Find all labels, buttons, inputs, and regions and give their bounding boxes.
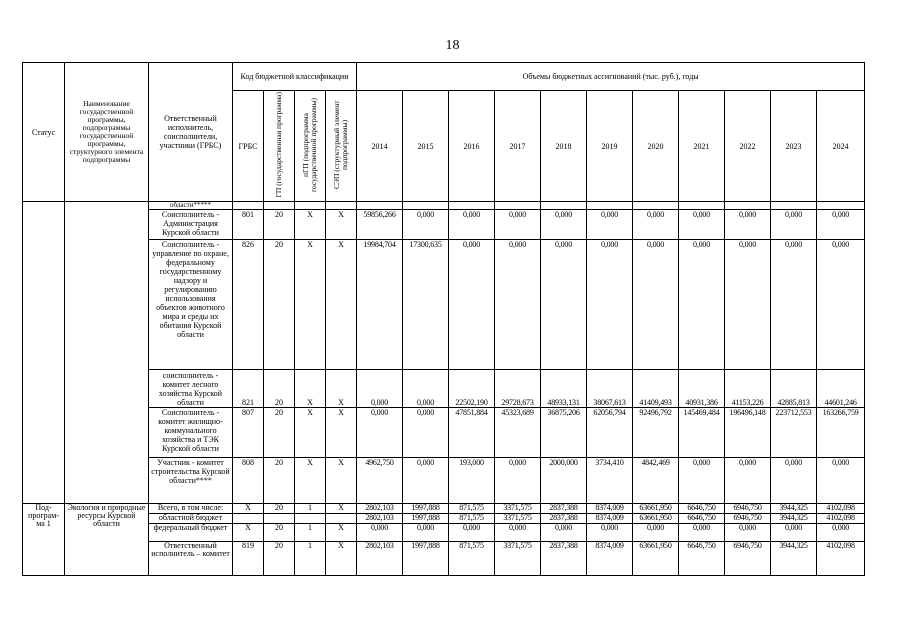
value-cell: 4102,098	[817, 514, 865, 524]
value-cell: 8374,009	[587, 504, 633, 514]
value-cell: 2802,103	[357, 542, 403, 576]
value-cell: 4102,098	[817, 542, 865, 576]
value-cell: 0,000	[817, 524, 865, 542]
table-row	[23, 240, 865, 370]
executor-cell: областной бюджет	[149, 514, 233, 524]
value-cell: 92496,792	[633, 408, 679, 458]
pgp-cell	[295, 514, 326, 524]
value-cell: 0,000	[725, 210, 771, 240]
value-cell: 6646,750	[679, 542, 725, 576]
value-cell: 0,000	[679, 524, 725, 542]
value-cell: 0,000	[771, 210, 817, 240]
header-sep: СЭП (структурный элемент подпрограммы)	[326, 91, 357, 202]
value-cell: 0,000	[495, 458, 541, 504]
value-cell: 0,000	[817, 210, 865, 240]
grbs-cell: 801	[233, 210, 264, 240]
value-cell: 3734,410	[587, 458, 633, 504]
value-cell: 0,000	[771, 458, 817, 504]
value-cell: 0,000	[725, 458, 771, 504]
value-cell: 0,000	[817, 458, 865, 504]
value-cell: 0,000	[541, 210, 587, 240]
value-cell: 62056,794	[587, 408, 633, 458]
value-cell: 0,000	[403, 524, 449, 542]
value-cell: 0,000	[449, 210, 495, 240]
sep-cell: X	[326, 370, 357, 408]
program-name-cell	[65, 202, 149, 504]
value-cell: 0,000	[449, 240, 495, 370]
table-row	[23, 210, 865, 240]
value-cell: 0,000	[771, 524, 817, 542]
status-cell	[23, 202, 65, 504]
value-cell: 3944,325	[771, 514, 817, 524]
value-cell: 0,000	[587, 524, 633, 542]
table-row	[23, 514, 865, 524]
header-year-2020: 2020	[633, 91, 679, 202]
header-year-2021: 2021	[679, 91, 725, 202]
pgp-cell: X	[295, 408, 326, 458]
header-executor: Ответственный исполнитель, соисполнители, участники (ГРБС)	[149, 63, 233, 202]
value-cell: 59856,266	[357, 210, 403, 240]
value-cell: 0,000	[817, 240, 865, 370]
pgp-cell: 1	[295, 504, 326, 514]
pgp-cell: 1	[295, 542, 326, 576]
top-fragment: области*****	[149, 202, 233, 210]
executor-cell: федеральный бюджет	[149, 524, 233, 542]
table-row	[23, 542, 865, 576]
gp-cell: 20	[264, 504, 295, 514]
value-cell: 0,000	[403, 408, 449, 458]
executor-cell: Соисполнитель - управление по охране, федеральному государственному надзору и регулированию использования объектов животного мира и среды их обитания Курской области	[149, 240, 233, 370]
value-cell: 19984,704	[357, 240, 403, 370]
value-cell: 0,000	[587, 240, 633, 370]
value-cell: 0,000	[633, 240, 679, 370]
value-cell: 63661,950	[633, 514, 679, 524]
header-grbs: ГРБС	[233, 91, 264, 202]
table-row	[23, 524, 865, 542]
header-year-2018: 2018	[541, 91, 587, 202]
value-cell: 0,000	[725, 240, 771, 370]
pgp-cell: X	[295, 240, 326, 370]
value-cell: 0,000	[633, 524, 679, 542]
value-cell: 0,000	[725, 524, 771, 542]
header-program-name: Наименование государственной программы, подпрограммы государственной программы, структурного элемента подпрограммы	[65, 63, 149, 202]
grbs-cell: X	[233, 504, 264, 514]
value-cell: 41153,226	[725, 370, 771, 408]
subprogram-name: Экология и природные ресурсы Курской области	[65, 504, 149, 576]
value-cell: 47851,884	[449, 408, 495, 458]
value-cell: 193,000	[449, 458, 495, 504]
table-row	[23, 458, 865, 504]
value-cell: 871,575	[449, 514, 495, 524]
value-cell: 0,000	[403, 370, 449, 408]
value-cell: 2802,103	[357, 514, 403, 524]
table-row	[23, 408, 865, 458]
executor-cell: Ответственный исполнитель – комитет	[149, 542, 233, 576]
value-cell: 1997,888	[403, 504, 449, 514]
value-cell: 223712,553	[771, 408, 817, 458]
value-cell: 45323,689	[495, 408, 541, 458]
value-cell: 6946,750	[725, 514, 771, 524]
value-cell: 0,000	[541, 524, 587, 542]
header-year-2023: 2023	[771, 91, 817, 202]
header-year-2016: 2016	[449, 91, 495, 202]
header-year-2017: 2017	[495, 91, 541, 202]
value-cell: 1997,888	[403, 542, 449, 576]
sep-cell: X	[326, 458, 357, 504]
value-cell: 42885,813	[771, 370, 817, 408]
value-cell: 36875,206	[541, 408, 587, 458]
gp-cell: 20	[264, 408, 295, 458]
value-cell: 1997,888	[403, 514, 449, 524]
value-cell: 0,000	[679, 210, 725, 240]
value-cell: 0,000	[679, 240, 725, 370]
executor-cell: Соисполнитель - комитет жилищно-коммунального хозяйства и ТЭК Курской области	[149, 408, 233, 458]
header-year-2015: 2015	[403, 91, 449, 202]
value-cell: 4962,750	[357, 458, 403, 504]
header-year-2014: 2014	[357, 91, 403, 202]
sep-cell: X	[326, 542, 357, 576]
header-pgp: пГП (подпрограмма государственной программы)	[295, 91, 326, 202]
value-cell: 871,575	[449, 504, 495, 514]
value-cell: 6646,750	[679, 514, 725, 524]
gp-cell: 20	[264, 240, 295, 370]
executor-cell: Соисполнитель - Администрация Курской области	[149, 210, 233, 240]
grbs-cell: 821	[233, 370, 264, 408]
executor-cell: Всего, в том числе:	[149, 504, 233, 514]
value-cell: 0,000	[495, 210, 541, 240]
header-year-2024: 2024	[817, 91, 865, 202]
value-cell: 8374,009	[587, 514, 633, 524]
value-cell: 0,000	[357, 524, 403, 542]
value-cell: 6646,750	[679, 504, 725, 514]
grbs-cell: 819	[233, 542, 264, 576]
value-cell: 0,000	[633, 210, 679, 240]
gp-cell: 20	[264, 458, 295, 504]
value-cell: 3371,575	[495, 504, 541, 514]
value-cell: 0,000	[771, 240, 817, 370]
value-cell: 29728,673	[495, 370, 541, 408]
value-cell: 17300,635	[403, 240, 449, 370]
value-cell: 2837,388	[541, 542, 587, 576]
gp-cell: 20	[264, 524, 295, 542]
value-cell: 0,000	[495, 240, 541, 370]
value-cell: 0,000	[403, 458, 449, 504]
gp-cell	[264, 514, 295, 524]
value-cell: 4842,469	[633, 458, 679, 504]
value-cell: 4102,098	[817, 504, 865, 514]
grbs-cell	[233, 514, 264, 524]
header-status: Статус	[23, 63, 65, 202]
value-cell: 3944,325	[771, 504, 817, 514]
value-cell: 0,000	[495, 524, 541, 542]
value-cell: 196496,148	[725, 408, 771, 458]
grbs-cell: 808	[233, 458, 264, 504]
value-cell: 145469,484	[679, 408, 725, 458]
value-cell: 48933,131	[541, 370, 587, 408]
grbs-cell: X	[233, 524, 264, 542]
sep-cell: X	[326, 524, 357, 542]
pgp-cell: X	[295, 458, 326, 504]
executor-cell: соисполнитель - комитет лесного хозяйства Курской области	[149, 370, 233, 408]
value-cell: 22502,190	[449, 370, 495, 408]
gp-cell: 20	[264, 542, 295, 576]
value-cell: 44601,246	[817, 370, 865, 408]
header-volumes: Объемы бюджетных ассигнований (тыс. руб.), годы	[357, 63, 865, 91]
grbs-cell: 826	[233, 240, 264, 370]
value-cell: 2000,000	[541, 458, 587, 504]
value-cell: 0,000	[403, 210, 449, 240]
value-cell: 871,575	[449, 542, 495, 576]
value-cell: 0,000	[679, 458, 725, 504]
value-cell: 2837,388	[541, 504, 587, 514]
value-cell: 63661,950	[633, 542, 679, 576]
gp-cell: 20	[264, 370, 295, 408]
value-cell: 3371,575	[495, 542, 541, 576]
value-cell: 63661,950	[633, 504, 679, 514]
header-budget-code: Код бюджетной классификации	[233, 63, 357, 91]
value-cell: 41409,493	[633, 370, 679, 408]
value-cell: 6946,750	[725, 504, 771, 514]
value-cell: 163266,759	[817, 408, 865, 458]
value-cell: 8374,009	[587, 542, 633, 576]
value-cell: 3371,575	[495, 514, 541, 524]
value-cell: 6946,750	[725, 542, 771, 576]
gp-cell: 20	[264, 210, 295, 240]
value-cell: 38067,613	[587, 370, 633, 408]
sep-cell: X	[326, 408, 357, 458]
pgp-cell: 1	[295, 524, 326, 542]
pgp-cell: X	[295, 370, 326, 408]
table-row	[23, 370, 865, 408]
header-year-2022: 2022	[725, 91, 771, 202]
pgp-cell: X	[295, 210, 326, 240]
value-cell: 3944,325	[771, 542, 817, 576]
sep-cell: X	[326, 240, 357, 370]
page-number: 18	[445, 38, 460, 53]
value-cell: 40931,386	[679, 370, 725, 408]
grbs-cell: 807	[233, 408, 264, 458]
subprogram-status: Под-програм-ма 1	[23, 504, 65, 576]
executor-cell: Участник - комитет строительства Курской области****	[149, 458, 233, 504]
sep-cell: X	[326, 504, 357, 514]
sep-cell: X	[326, 210, 357, 240]
value-cell: 0,000	[449, 524, 495, 542]
value-cell: 2802,103	[357, 504, 403, 514]
budget-table	[22, 62, 865, 576]
value-cell: 0,000	[587, 210, 633, 240]
header-year-2019: 2019	[587, 91, 633, 202]
table-row	[23, 504, 865, 514]
sep-cell	[326, 514, 357, 524]
value-cell: 0,000	[357, 408, 403, 458]
value-cell: 2837,388	[541, 514, 587, 524]
value-cell: 0,000	[357, 370, 403, 408]
value-cell: 0,000	[541, 240, 587, 370]
header-gp: ГП (государственная программа)	[264, 91, 295, 202]
